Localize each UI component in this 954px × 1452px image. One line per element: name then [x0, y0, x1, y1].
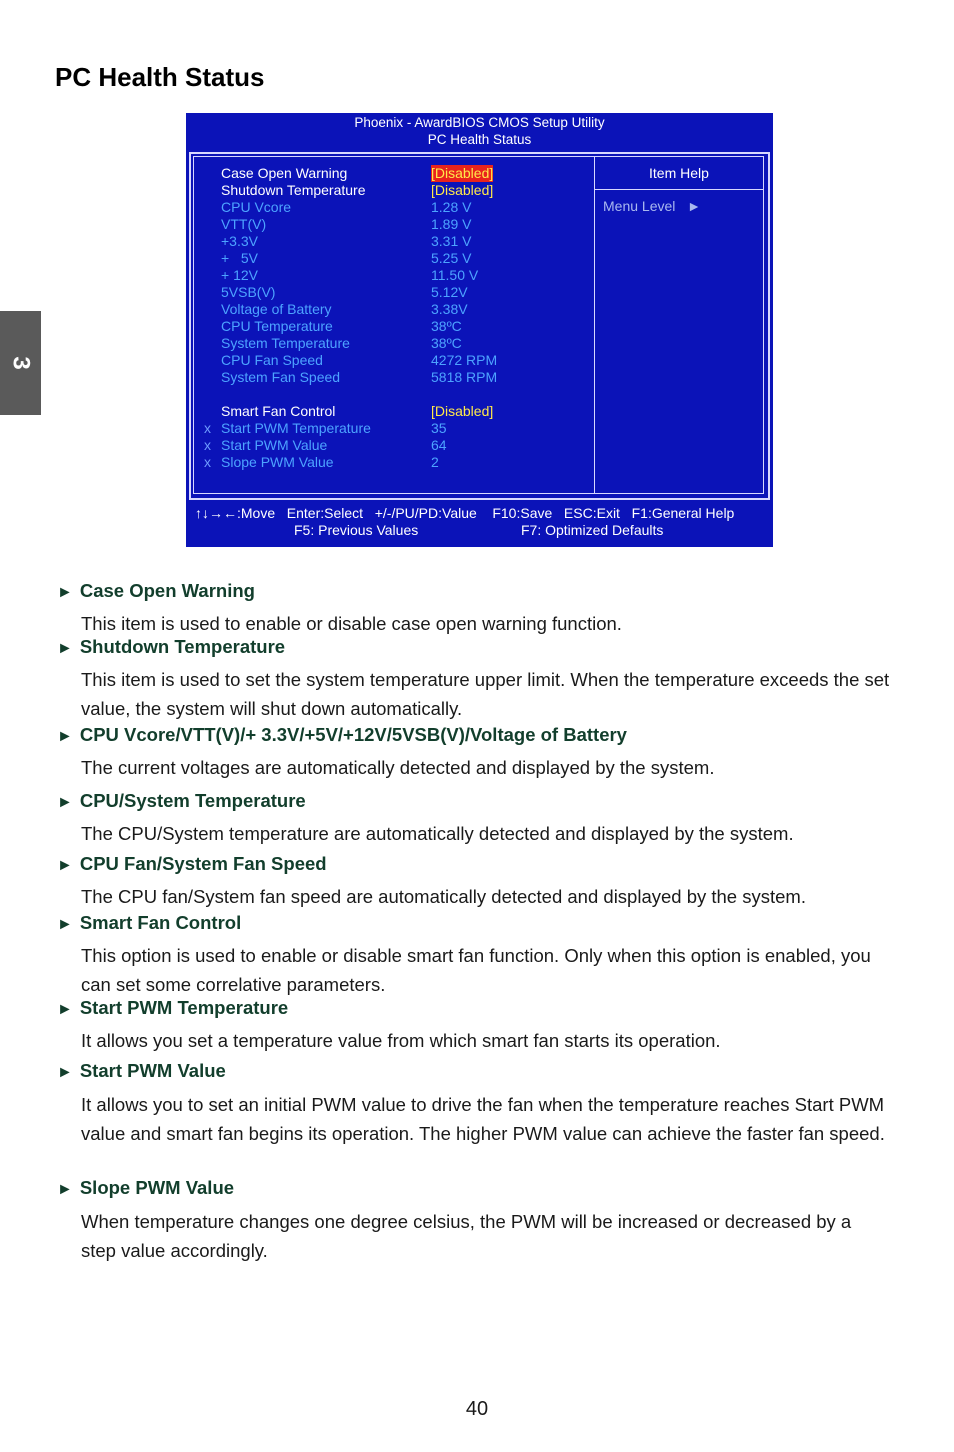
section-heading	[57, 912, 241, 934]
bios-setting-label: Start PWM Temperature	[221, 420, 371, 436]
section-title: CPU Vcore/VTT(V)/+ 3.3V/+5V/+12V/5VSB(V)/Voltage of Battery	[79, 724, 627, 745]
bios-setting-label: Case Open Warning	[221, 165, 348, 181]
bios-setting-label: VTT(V)	[221, 216, 267, 232]
bios-setting-row	[194, 301, 592, 318]
item-help-separator	[595, 189, 763, 190]
bios-setting-value: 2	[431, 454, 439, 470]
section-description: This option is used to enable or disable smart fan function. Only when this option is enabled, you can set some correlative parameters.	[81, 945, 871, 995]
bios-setting-row[interactable]	[194, 165, 592, 182]
bios-setting-label: Smart Fan Control	[221, 403, 336, 419]
bios-setting-value: 5.25 V	[431, 250, 472, 266]
bios-setting-label: + 12V	[221, 267, 258, 283]
menu-level-arrow-icon: ►	[687, 198, 701, 214]
bios-setting-row	[194, 250, 592, 267]
bios-setting-row	[194, 369, 592, 386]
section-description: When temperature changes one degree celsius, the PWM will be increased or decreased by a step value accordingly.	[81, 1211, 852, 1261]
bios-setting-value: 4272 RPM	[431, 352, 498, 368]
bios-key-hints: ↑↓→←:Move Enter:Select +/-/PU/PD:Value F10:Save ESC:Exit F1:General Help	[195, 505, 735, 521]
disabled-mark: x	[204, 420, 211, 436]
bios-key-f5: F5: Previous Values	[294, 522, 419, 538]
section-heading	[57, 790, 306, 812]
bios-setting-row	[194, 437, 592, 454]
section-heading	[57, 853, 327, 875]
bios-setting-value: 3.31 V	[431, 233, 472, 249]
bios-setting-value: 1.89 V	[431, 216, 472, 232]
menu-level-label: Menu Level	[603, 198, 676, 214]
section-title: CPU Fan/System Fan Speed	[79, 853, 327, 874]
bios-setting-label: Start PWM Value	[221, 437, 328, 453]
section-description: This item is used to set the system temperature upper limit. When the temperature exceeds the set value, the system will shut down automatically.	[81, 669, 890, 719]
bios-setting-value: 38ºC	[431, 335, 462, 351]
section-description: It allows you to set an initial PWM value to drive the fan when the temperature reaches Start PWM value and smart fan begins its operation. The higher PWM value can achieve the faster fan speed.	[81, 1094, 885, 1144]
bullet-arrow-icon: ►	[57, 1001, 73, 1018]
bios-header	[186, 114, 773, 148]
bios-setting-value: 5818 RPM	[431, 369, 498, 385]
section-title: Start PWM Value	[79, 1060, 226, 1081]
bullet-arrow-icon: ►	[57, 728, 73, 745]
disabled-mark: x	[204, 437, 211, 453]
bios-setting-row	[194, 318, 592, 335]
bios-setting-value[interactable]: [Disabled]	[431, 182, 494, 198]
section-title: Start PWM Temperature	[79, 997, 289, 1018]
bios-frame	[189, 152, 770, 500]
section-description: The CPU/System temperature are automatically detected and displayed by the system.	[81, 823, 794, 844]
page-title: PC Health Status	[55, 62, 265, 92]
section-description: This item is used to enable or disable case open warning function.	[81, 613, 622, 634]
bullet-arrow-icon: ►	[57, 1064, 73, 1081]
section-heading	[57, 636, 285, 658]
bios-setting-label: + 5V	[221, 250, 258, 266]
bios-setting-row	[194, 420, 592, 437]
bios-setting-row	[194, 454, 592, 471]
bios-setting-value: 1.28 V	[431, 199, 472, 215]
bios-setting-value: 64	[431, 437, 447, 453]
bios-setting-row	[194, 233, 592, 250]
bios-setting-value[interactable]: [Disabled]	[431, 165, 494, 181]
bios-setting-label: System Fan Speed	[221, 369, 341, 385]
bios-setting-row[interactable]	[194, 403, 592, 420]
section-heading	[57, 580, 255, 602]
bios-panel	[193, 156, 764, 494]
page-number: 40	[465, 1398, 489, 1420]
bios-setting-row	[194, 335, 592, 352]
bios-utility-title: Phoenix - AwardBIOS CMOS Setup Utility	[354, 115, 605, 130]
bios-setting-label: 5VSB(V)	[221, 284, 276, 300]
bios-setting-value: 11.50 V	[431, 267, 479, 283]
bios-divider	[594, 157, 595, 493]
bios-page-title: PC Health Status	[427, 132, 532, 147]
bios-setting-row	[194, 199, 592, 216]
bios-setting-label: System Temperature	[221, 335, 350, 351]
bullet-arrow-icon: ►	[57, 916, 73, 933]
bios-screen	[186, 113, 773, 547]
section-description: The current voltages are automatically detected and displayed by the system.	[81, 757, 715, 778]
bios-setting-value: 38ºC	[431, 318, 462, 334]
bios-setting-label: CPU Temperature	[221, 318, 333, 334]
chapter-tab	[0, 311, 41, 415]
menu-level	[603, 198, 701, 214]
bios-setting-row	[194, 352, 592, 369]
bios-setting-label: CPU Fan Speed	[221, 352, 323, 368]
bios-setting-label: Slope PWM Value	[221, 454, 334, 470]
section-title: Shutdown Temperature	[79, 636, 286, 657]
section-heading	[57, 1060, 226, 1082]
bios-setting-label: Voltage of Battery	[221, 301, 332, 317]
item-help-title: Item Help	[649, 165, 709, 181]
bios-setting-value: 5.12V	[431, 284, 468, 300]
bullet-arrow-icon: ►	[57, 857, 73, 874]
disabled-mark: x	[204, 454, 211, 470]
chapter-number: 3	[7, 356, 35, 370]
bios-setting-value: 3.38V	[431, 301, 468, 317]
section-heading	[57, 1177, 234, 1199]
bios-setting-row	[194, 284, 592, 301]
bios-setting-label: CPU Vcore	[221, 199, 292, 215]
section-title: Smart Fan Control	[79, 912, 242, 933]
bullet-arrow-icon: ►	[57, 794, 73, 811]
section-heading	[57, 997, 288, 1019]
bios-setting-value: 35	[431, 420, 447, 436]
bios-key-f7: F7: Optimized Defaults	[521, 522, 664, 538]
bios-setting-label: +3.3V	[221, 233, 258, 249]
bullet-arrow-icon: ►	[57, 1181, 73, 1198]
bios-setting-row	[194, 267, 592, 284]
bios-setting-label: Shutdown Temperature	[221, 182, 366, 198]
section-description: The CPU fan/System fan speed are automatically detected and displayed by the system.	[81, 886, 806, 907]
section-title: CPU/System Temperature	[79, 790, 306, 811]
bios-setting-row	[194, 216, 592, 233]
bullet-arrow-icon: ►	[57, 640, 73, 657]
bullet-arrow-icon: ►	[57, 584, 73, 601]
bios-setting-row[interactable]	[194, 182, 592, 199]
section-heading	[57, 724, 627, 746]
section-description: It allows you set a temperature value from which smart fan starts its operation.	[81, 1030, 721, 1051]
section-title: Case Open Warning	[79, 580, 255, 601]
section-title: Slope PWM Value	[79, 1177, 235, 1198]
bios-setting-value[interactable]: [Disabled]	[431, 403, 494, 419]
